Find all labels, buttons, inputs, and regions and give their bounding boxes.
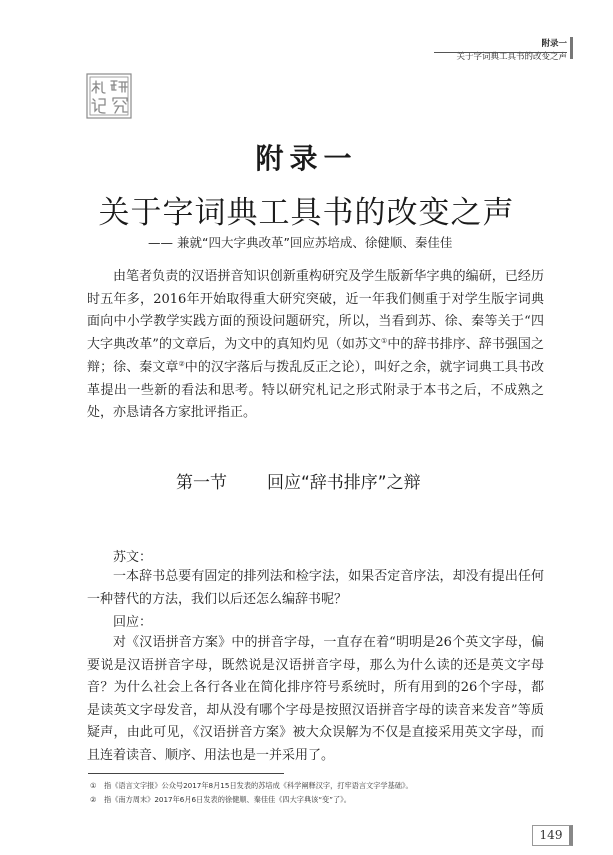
appendix-title: 附录一 [255,142,358,175]
footnote-mark: ① [90,781,97,790]
response-text: 对《汉语拼音方案》中的拼音字母，一直存在着“明明是26个英文字母，偏要说是汉语拼音字母，既然说是汉语拼音字母，那么为什么读的还是英文字母音？为什么社会上各行各业在简化排序符号系统时，所有用到的26个字母，都是读英文字母发音，却从没有哪个字母是按照汉语拼音字母的读音来发音”等质疑声，由此可见，《汉语拼音方案》被大众误解为不仅是直接采用英文字母，而且连着读音、顺序、用法也是一并采用了。 [87,635,544,763]
running-header-title: 关于字词典工具书的改变之声 [456,52,567,62]
footnote-1 [90,779,560,793]
intro-text-3: 中的汉字落后与拨乱反正之论），叫好之余，就字词典工具书改革提出一些新的看法和思考。特以研究札记之形式附录于本书之后，不成熟之处，亦恳请各方家批评指正。 [87,359,544,421]
footnote-text: 指《南方周末》2017年6月6日发表的徐健顺、秦佳佳《四大字典该“变”了》。 [104,795,351,804]
section-number: 第一节 [176,473,227,493]
main-title: 关于字词典工具书的改变之声 [98,195,515,231]
footnote-mark: ② [90,795,97,804]
research-notes-seal-icon [86,73,132,119]
footnotes [90,779,560,807]
intro-text-2: 中的辞书排序、辞书强国之辩；徐、秦文章 [87,337,544,375]
footnote-rule [88,773,284,774]
section-title: 回应“辞书排序”之辩 [267,473,421,493]
intro-paragraph [87,266,544,425]
response-label: 回应： [113,615,153,630]
section-heading [176,468,421,493]
question-label: 苏文： [113,550,153,565]
footnote-ref-2: ② [178,359,185,368]
page-number: 149 [532,825,573,846]
running-header [456,38,567,64]
footnote-text: 指《语言文字报》公众号2017年8月15日发表的苏培成《科学阐释汉字，打牢语言文字学基础》。 [104,781,413,790]
running-header-rule [434,52,567,53]
running-header-chapter: 附录一 [541,39,567,49]
intro-text-1: 由笔者负责的汉语拼音知识创新重构研究及学生版新华字典的编研，已经历时五年多，2016年开始取得重大研究突破，近一年我们侧重于对学生版字词典面向中小学教学实践方面的预设问题研究，所以，当看到苏、徐、秦等关于“四大字典改革”的文章后，为文中的真知灼见（如苏文 [87,269,544,353]
subtitle: —— 兼就“四大字典改革”回应苏培成、徐健顺、秦佳佳 [148,235,453,250]
running-header-bar [570,37,573,59]
question-text: 一本辞书总要有固定的排列法和检字法，如果否定音序法，却没有提出任何一种替代的方法，我们以后还怎么编辞书呢？ [87,569,544,607]
footnote-2 [90,793,560,807]
footnote-ref-1: ① [381,337,388,346]
